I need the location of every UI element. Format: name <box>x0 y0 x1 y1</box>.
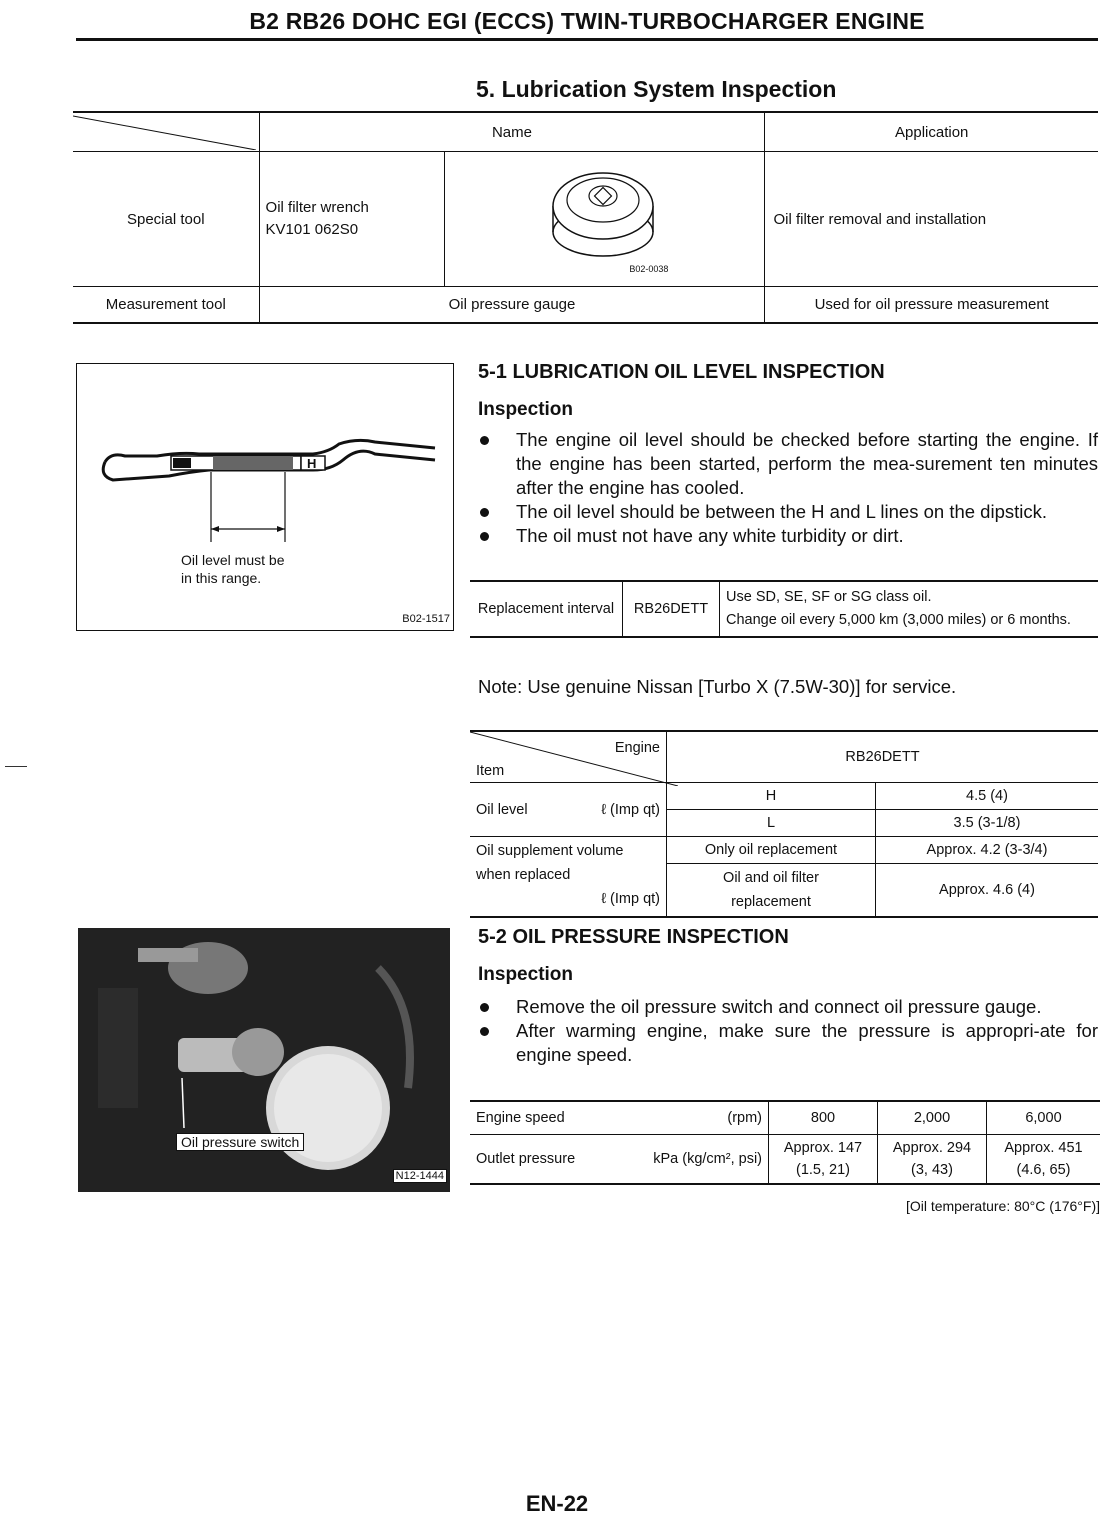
tool-image-code: B02-0038 <box>629 264 669 274</box>
l-label: L <box>667 810 876 837</box>
page-number: EN-22 <box>525 1491 589 1516</box>
dipstick-l-mark: L <box>195 456 203 471</box>
tool-name-line1: Oil filter wrench <box>265 199 369 216</box>
pressure-line1: Approx. 451 <box>1004 1140 1083 1156</box>
oil-filter-label <box>667 864 876 918</box>
engine-speed-cell <box>470 1101 769 1135</box>
tool-part-number: KV101 062S0 <box>265 221 359 238</box>
page-header-title: B2 RB26 DOHC EGI (ECCS) TWIN-TURBOCHARGER ENGINE <box>249 8 925 34</box>
oil-temperature-note: [Oil temperature: 80°C (176°F)] <box>905 1198 1100 1214</box>
section-5-1-title: 5-1 LUBRICATION OIL LEVEL INSPECTION <box>478 361 885 383</box>
engine-photo-illustration <box>78 928 450 1192</box>
caption-line1: Oil level must be <box>181 552 285 568</box>
dipstick-h-mark: H <box>307 456 317 471</box>
supplement-line1: Oil supplement volume <box>476 843 624 859</box>
oil-filter-wrench-icon <box>445 154 760 284</box>
measurement-tool-name: Oil pressure gauge <box>259 287 765 324</box>
engine-speed-label: Engine speed <box>476 1110 565 1126</box>
pressure-line2: (4.6, 65) <box>1016 1162 1071 1178</box>
bullet-item: The engine oil level should be checked before starting the engine. If the engine has been started, perform the mea-surement ten minutes after the engine has cooled. <box>478 428 1098 500</box>
special-tool-name <box>259 152 445 287</box>
section-5-2-title: 5-2 OIL PRESSURE INSPECTION <box>478 926 789 948</box>
bullet-item: Remove the oil pressure switch and connect oil pressure gauge. <box>478 995 1098 1019</box>
oil-level-label: Oil level <box>476 801 528 818</box>
corner-item: Item <box>476 763 505 779</box>
section-5-1-subtitle: Inspection <box>478 399 574 420</box>
section-title: 5. Lubrication System Inspection <box>476 76 837 102</box>
tools-table <box>73 111 1098 324</box>
spec-engine: RB26DETT <box>667 731 1099 783</box>
oil-level-cell <box>470 783 667 837</box>
h-label: H <box>667 783 876 810</box>
measurement-tool-application: Used for oil pressure measurement <box>765 287 1098 324</box>
caption-line2: in this range. <box>181 570 262 586</box>
margin-mark <box>5 766 27 767</box>
speed-value: 800 <box>769 1101 878 1135</box>
photo-label: Oil pressure switch <box>176 1133 304 1151</box>
measurement-tool-label: Measurement tool <box>73 287 259 324</box>
figure-code: B02-1517 <box>402 613 450 625</box>
outlet-pressure-cell <box>470 1135 769 1185</box>
pressure-line1: Approx. 147 <box>783 1140 863 1156</box>
replacement-engine: RB26DETT <box>623 581 720 637</box>
engine-speed-unit: (rpm) <box>727 1110 762 1126</box>
corner-engine: Engine <box>614 740 660 756</box>
pressure-line2: (1.5, 21) <box>796 1162 850 1178</box>
l-value: 3.5 (3-1/8) <box>876 810 1099 837</box>
only-oil-label: Only oil replacement <box>667 837 876 864</box>
replacement-label: Replacement interval <box>470 581 623 637</box>
col-header-application: Application <box>765 112 1098 152</box>
oil-pressure-switch-photo <box>78 928 450 1192</box>
oil-filter-value: Approx. 4.6 (4) <box>876 864 1099 918</box>
pressure-value <box>769 1135 878 1185</box>
dipstick-illustration <box>77 364 453 554</box>
speed-value: 6,000 <box>987 1101 1101 1135</box>
oil-spec-table <box>470 730 1098 918</box>
special-tool-label: Special tool <box>73 152 259 287</box>
only-oil-value: Approx. 4.2 (3-3/4) <box>876 837 1099 864</box>
h-value: 4.5 (4) <box>876 783 1099 810</box>
bullet-item: The oil level should be between the H and L lines on the dipstick. <box>478 500 1098 524</box>
supplement-cell <box>470 837 667 918</box>
bullet-item: The oil must not have any white turbidity or dirt. <box>478 524 1098 548</box>
special-tool-application: Oil filter removal and installation <box>765 152 1098 287</box>
spec-corner <box>470 731 667 783</box>
speed-value: 2,000 <box>878 1101 987 1135</box>
oil-filter-line2: replacement <box>731 894 811 910</box>
replacement-line1: Use SD, SE, SF or SG class oil. <box>726 589 932 605</box>
section-5-2-bullets <box>478 995 1098 1067</box>
note-text: Note: Use genuine Nissan [Turbo X (7.5W-30)] for service. <box>478 676 957 697</box>
col-header-name: Name <box>259 112 765 152</box>
bullet-item: After warming engine, make sure the pressure is appropri-ate for engine speed. <box>478 1019 1098 1067</box>
dipstick-caption <box>181 551 284 587</box>
corner-cell <box>73 112 259 152</box>
oil-filter-line1: Oil and oil filter <box>723 870 819 886</box>
outlet-pressure-label: Outlet pressure <box>476 1151 576 1167</box>
outlet-pressure-unit: kPa (kg/cm², psi) <box>653 1151 762 1167</box>
oil-level-unit: ℓ (Imp qt) <box>601 801 660 818</box>
supplement-unit: ℓ (Imp qt) <box>601 891 660 907</box>
oil-pressure-table <box>470 1100 1100 1185</box>
header-rule <box>76 38 1098 41</box>
photo-code: N12-1444 <box>393 1169 447 1183</box>
pressure-value <box>878 1135 987 1185</box>
pressure-line1: Approx. 294 <box>892 1140 972 1156</box>
dipstick-figure <box>76 363 454 631</box>
replacement-line2: Change oil every 5,000 km (3,000 miles) or 6 months. <box>726 612 1071 628</box>
replacement-interval-table <box>470 580 1098 638</box>
section-5-2-subtitle: Inspection <box>478 964 574 985</box>
supplement-line2: when replaced <box>476 867 571 883</box>
pressure-value <box>987 1135 1101 1185</box>
pressure-line2: (3, 43) <box>911 1162 953 1178</box>
section-5-1-bullets <box>478 428 1098 548</box>
replacement-text <box>720 581 1099 637</box>
special-tool-image-cell <box>445 152 765 287</box>
